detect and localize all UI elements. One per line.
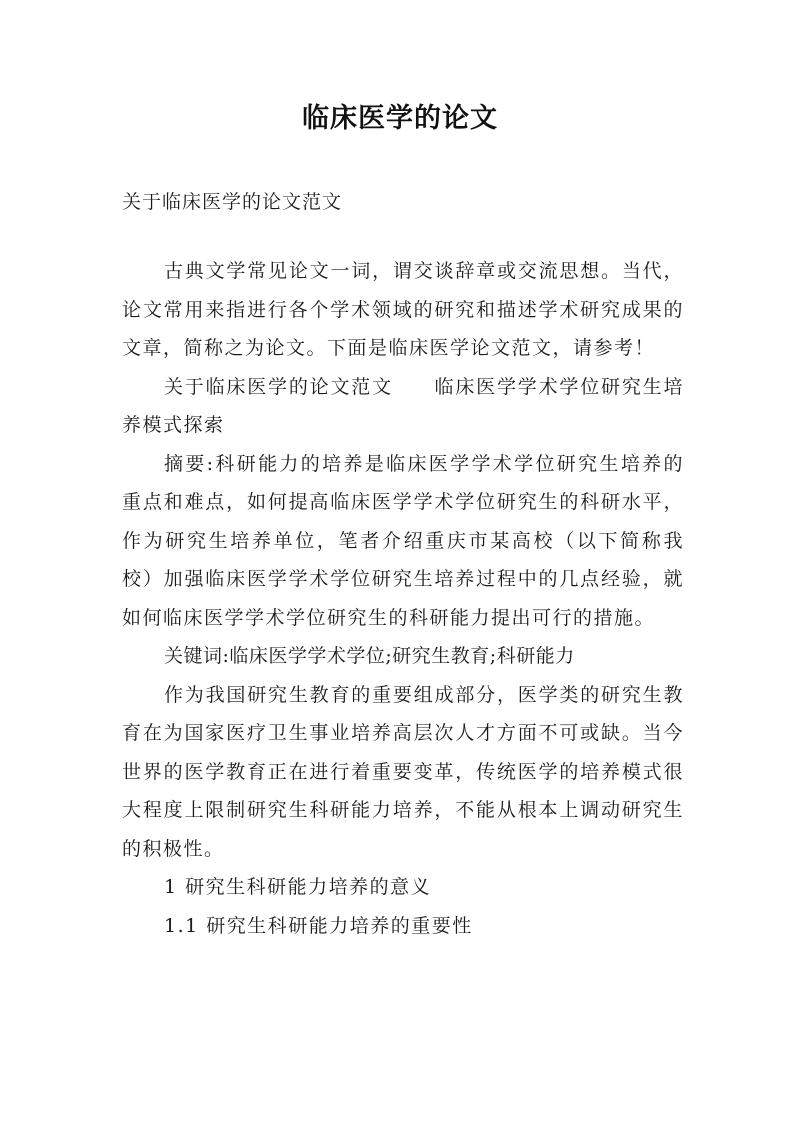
document-subtitle: 关于临床医学的论文范文: [122, 191, 343, 213]
paragraph-keywords: 关键词:临床医学学术学位;研究生教育;科研能力: [164, 645, 575, 667]
paragraph-abstract: 摘要:科研能力的培养是临床医学学术学位研究生培养的重点和难点，如何提高临床医学学术学位研究生的科研水平，作为研究生培养单位，笔者介绍重庆市某高校（以下简称我校）加强临床医学学术学位研究生培养过程中的几点经验，就如何临床医学学术学位研究生的科研能力提出可行的措施。: [122, 452, 684, 629]
section-heading-1: 1 研究生科研能力培养的意义: [164, 876, 432, 898]
document-body: [122, 252, 684, 945]
paragraph-intro: 古典文学常见论文一词，谓交谈辞章或交流思想。当代，论文常用来指进行各个学术领域的研究和描述学术研究成果的文章，简称之为论文。下面是临床医学论文范文，请参考！: [122, 260, 684, 359]
paragraph-main: 作为我国研究生教育的重要组成部分，医学类的研究生教育在为国家医疗卫生事业培养高层次人才方面不可或缺。当今世界的医学教育正在进行着重要变革，传统医学的培养模式很大程度上限制研究生科研能力培养，不能从根本上调动研究生的积极性。: [122, 683, 684, 860]
paragraph-article-heading: 关于临床医学的论文范文 临床医学学术学位研究生培养模式探索: [122, 375, 684, 436]
document-title: 临床医学的论文: [302, 103, 498, 134]
section-heading-1-1: 1.1 研究生科研能力培养的重要性: [164, 914, 473, 937]
